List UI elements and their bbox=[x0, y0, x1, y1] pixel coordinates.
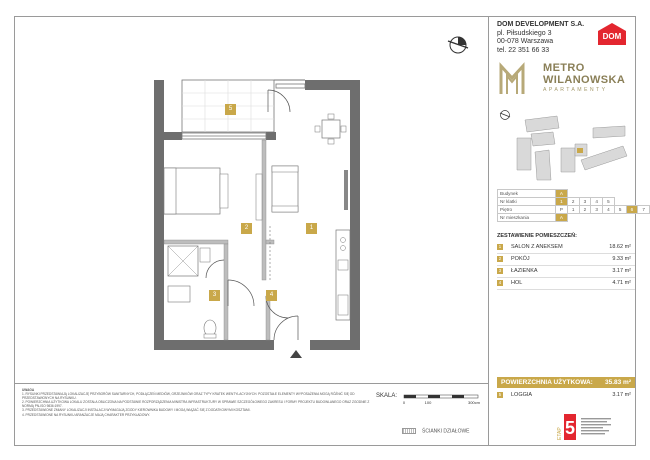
legend-label: ŚCIANKI DZIAŁOWE bbox=[422, 428, 470, 435]
sidebar-divider bbox=[488, 16, 489, 446]
room-name: HOL bbox=[511, 280, 523, 286]
scale-tick-label: 300cm bbox=[467, 400, 481, 405]
loggia-name: LOGGIA bbox=[511, 392, 533, 398]
rooms-title: ZESTAWIENIE POMIESZCZEŃ: bbox=[497, 233, 577, 239]
brand-title bbox=[543, 62, 625, 86]
info-cell: 5 bbox=[614, 206, 626, 214]
room-number-badge: 5 bbox=[498, 392, 502, 397]
room-badge: 1 bbox=[306, 223, 317, 234]
info-cell: 2 bbox=[579, 206, 591, 214]
bed-drawing bbox=[164, 168, 228, 214]
info-cell: 4 bbox=[603, 206, 615, 214]
note-item: 3. PRZEDSTAWIONE ZMIANY LOKALIZACJI INSTALACJI WYMAGAJĄ ZGODY KIEROWNIKA BUDOWY I MOGĄ WIĄZAĆ SIĘ Z DODATKOWYMI KOSZTAMI. bbox=[22, 408, 251, 413]
partition-wall-swatch bbox=[402, 428, 416, 434]
floor-plan bbox=[150, 70, 370, 370]
info-cell: 1 bbox=[556, 198, 568, 206]
scale-tick-label: 100 bbox=[424, 400, 432, 405]
info-label: Nr klatki bbox=[498, 198, 556, 206]
total-area-value: 35.83 m² bbox=[604, 379, 631, 386]
notes-title: UWAGA bbox=[22, 388, 35, 392]
info-cell: 3 bbox=[579, 198, 591, 206]
info-cell: A bbox=[556, 214, 568, 222]
scale-bar bbox=[402, 393, 482, 407]
table-row bbox=[498, 190, 650, 198]
room-number-badge: 3 bbox=[498, 268, 502, 273]
info-label: Piętro bbox=[498, 206, 556, 214]
brand-title-line1: METRO bbox=[543, 62, 585, 74]
info-cell: 3 bbox=[591, 206, 603, 214]
table-row bbox=[498, 206, 650, 214]
info-cell: P bbox=[556, 206, 568, 214]
note-item: 2. POWIERZCHNIA UŻYTKOWA LOKALU ZOSTAŁA OBLICZONA NA PODSTAWIE ROZPORZĄDZENIA MINISTRA INFRASTRUKTURY W SPRAWIE SZCZEGÓŁOWEGO ZAKRESU I FORMY PROJEKTU BUDOWLANEGO ORAZ ZGODNIE Z NORMĄ PN-ISO 9836:1997. bbox=[22, 400, 370, 409]
info-cell: 5 bbox=[603, 198, 615, 206]
list-item bbox=[497, 254, 635, 266]
room-badge: 4 bbox=[266, 290, 277, 301]
room-badge: 2 bbox=[241, 223, 252, 234]
etap-label: ETAP bbox=[557, 427, 563, 440]
company-phone: tel. 22 351 66 33 bbox=[497, 46, 550, 54]
company-city: 00-078 Warszawa bbox=[497, 38, 554, 46]
dining-table-drawing bbox=[315, 114, 346, 144]
list-item bbox=[497, 266, 635, 278]
room-name: SALON Z ANEKSEM bbox=[511, 244, 563, 250]
room-area: 4.71 m² bbox=[612, 280, 631, 286]
total-area-bar bbox=[497, 377, 635, 388]
scale-label: SKALA: bbox=[376, 393, 398, 399]
dom-logo-icon bbox=[595, 21, 629, 47]
notes-divider bbox=[14, 383, 488, 384]
info-cell: 1 bbox=[567, 206, 579, 214]
brand-subtitle: APARTAMENTY bbox=[543, 87, 608, 93]
dom-logo-text: DOM bbox=[602, 32, 622, 41]
info-cell: A bbox=[556, 190, 568, 198]
loggia-row bbox=[497, 390, 635, 400]
info-cell: 6 bbox=[626, 206, 638, 214]
room-number-badge: 1 bbox=[498, 244, 502, 249]
rooms-list bbox=[497, 242, 635, 290]
list-item bbox=[497, 242, 635, 254]
info-label: Nr mieszkania bbox=[498, 214, 556, 222]
etap-number: 5 bbox=[564, 418, 576, 438]
room-area: 18.62 m² bbox=[609, 244, 631, 250]
brand-title-line2: WILANOWSKA bbox=[543, 74, 626, 86]
room-number-badge: 4 bbox=[498, 280, 502, 285]
table-row bbox=[498, 214, 650, 222]
scale-tick-label: 0 bbox=[402, 400, 406, 405]
legend bbox=[402, 428, 470, 434]
room-badge: 3 bbox=[209, 290, 220, 301]
north-arrow-icon bbox=[447, 34, 469, 56]
total-area-label: POWIERZCHNIA UŻYTKOWA: bbox=[501, 379, 593, 386]
room-area: 3.17 m² bbox=[612, 268, 631, 274]
loggia-area: 3.17 m² bbox=[612, 392, 631, 398]
info-cell: 2 bbox=[567, 198, 579, 206]
room-badge: 5 bbox=[225, 104, 236, 115]
info-cell: 7 bbox=[638, 206, 650, 214]
note-item: 1. RYSUNKI PRZEDSTAWIAJĄ LOKALIZACJĘ PRZYBORÓW SANITARNYCH, PODŁĄCZEŃ MEDIÓW, GRZEJNIKÓW ORAZ TYPY KRATEK WENTYLACYJNYCH. POZOSTAŁE ELEMENTY WYPOSAŻENIA MOGĄ RÓŻNIĆ SIĘ OD PRZEDSTAWIONYCH NA RYSUNKU. bbox=[22, 392, 355, 401]
info-label: Budynek bbox=[498, 190, 556, 198]
apartment-info-table bbox=[497, 189, 650, 222]
notes-block bbox=[22, 388, 374, 417]
list-item bbox=[497, 278, 635, 290]
sofa-drawing bbox=[272, 166, 298, 212]
kitchen-counter-drawing bbox=[336, 170, 350, 320]
note-item: 4. PRZEDSTAWIONE NA RYSUNKU ARANŻACJE MAJĄ CHARAKTER PRZYKŁADOWY. bbox=[22, 412, 150, 417]
room-number-badge: 2 bbox=[498, 256, 502, 261]
info-cell: 4 bbox=[591, 198, 603, 206]
room-name: ŁAZIENKA bbox=[511, 268, 538, 274]
site-plan-map bbox=[497, 108, 633, 186]
company-name: DOM DEVELOPMENT S.A. bbox=[497, 21, 585, 28]
company-info bbox=[497, 21, 584, 55]
room-area: 9.33 m² bbox=[612, 256, 631, 262]
company-street: pl. Piłsudskiego 3 bbox=[497, 29, 552, 37]
table-row bbox=[498, 198, 650, 206]
etap-badge bbox=[555, 412, 625, 442]
room-name: POKÓJ bbox=[511, 256, 530, 262]
